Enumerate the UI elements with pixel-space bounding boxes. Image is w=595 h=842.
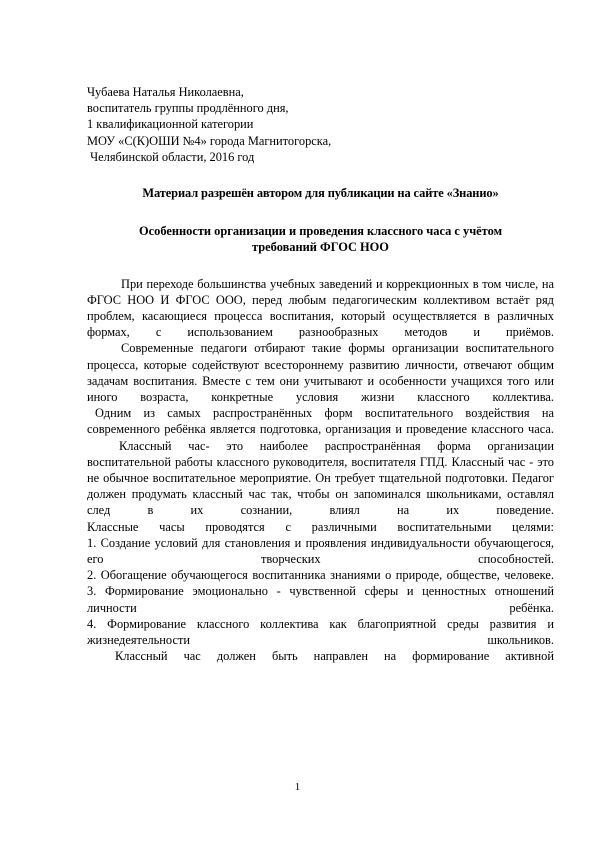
paragraph-4: Классный час- это наиболее распространённая форма организации воспитательной работы классного руководителя, воспитателя ГПД. Классный час - это не обычное воспитательное мероприятие. Он требует тщательной подготовки. Педагог должен продумать классный час так, чтобы он запоминался школьниками, оставлял след в их сознании, влиял на их поведение.	[87, 438, 554, 518]
author-category: 1 квалификационной категории	[87, 117, 254, 132]
title-line-2: требований ФГОС НОО	[252, 240, 389, 255]
author-name: Чубаева Наталья Николаевна,	[87, 85, 244, 99]
paragraph-3: Одним из самых распространённых форм воспитательного воздействия на современного ребёнка является подготовка, организация и проведение классного часа.	[87, 406, 554, 437]
list-item-4: 4. Формирование классного коллектива как благоприятной среды развития и жизнедеятельности школьников.	[87, 616, 554, 648]
paragraph-6: Классный час должен быть направлен на формирование активной	[115, 649, 554, 664]
list-item-1: 1. Создание условий для становления и проявления индивидуальности обучающегося, его творческих способностей.	[87, 535, 554, 567]
paragraph-1: При переходе большинства учебных заведений и коррекционных в том числе, на ФГОС НОО И ФГОС ООО, перед любым педагогическим коллективом встаёт ряд проблем, касающиеся процесса воспитания, который осуществляется в различных формах, с использованием разнообразных методов и приёмов.	[87, 276, 554, 340]
page-number: 1	[294, 781, 301, 793]
author-region: Челябинской области, 2016 год	[87, 149, 255, 164]
title-line-1: Особенности организации и проведения классного часа с учётом	[138, 224, 503, 239]
author-school: МОУ «С(К)ОШИ №4» города Магнитогорска,	[87, 133, 332, 148]
publication-notice: Материал разрешён автором для публикации на сайте «Знанио»	[142, 186, 499, 201]
author-block	[87, 84, 554, 165]
list-item-2: 2. Обогащение обучающегося воспитанника знаниями о природе, обществе, человеке.	[87, 568, 554, 583]
list-item-3: 3. Формирование эмоционально - чувственной сферы и ценностных отношений личности ребёнка.	[87, 584, 554, 615]
document-body	[87, 276, 554, 665]
paragraph-2: Современные педагоги отбирают такие формы организации воспитательного процесса, которые содействуют всестороннему развитию личности, отвечают общим задачам воспитания. Вместе с тем они учитывают и особенности учащихся того или иного возраста, конкретные условия жизни классного коллектива.	[87, 341, 554, 405]
document-title	[87, 223, 554, 255]
document-page	[87, 84, 554, 665]
author-position: воспитатель группы продлённого дня,	[87, 101, 289, 116]
paragraph-5: Классные часы проводятся с различными воспитательными целями:	[87, 519, 554, 534]
